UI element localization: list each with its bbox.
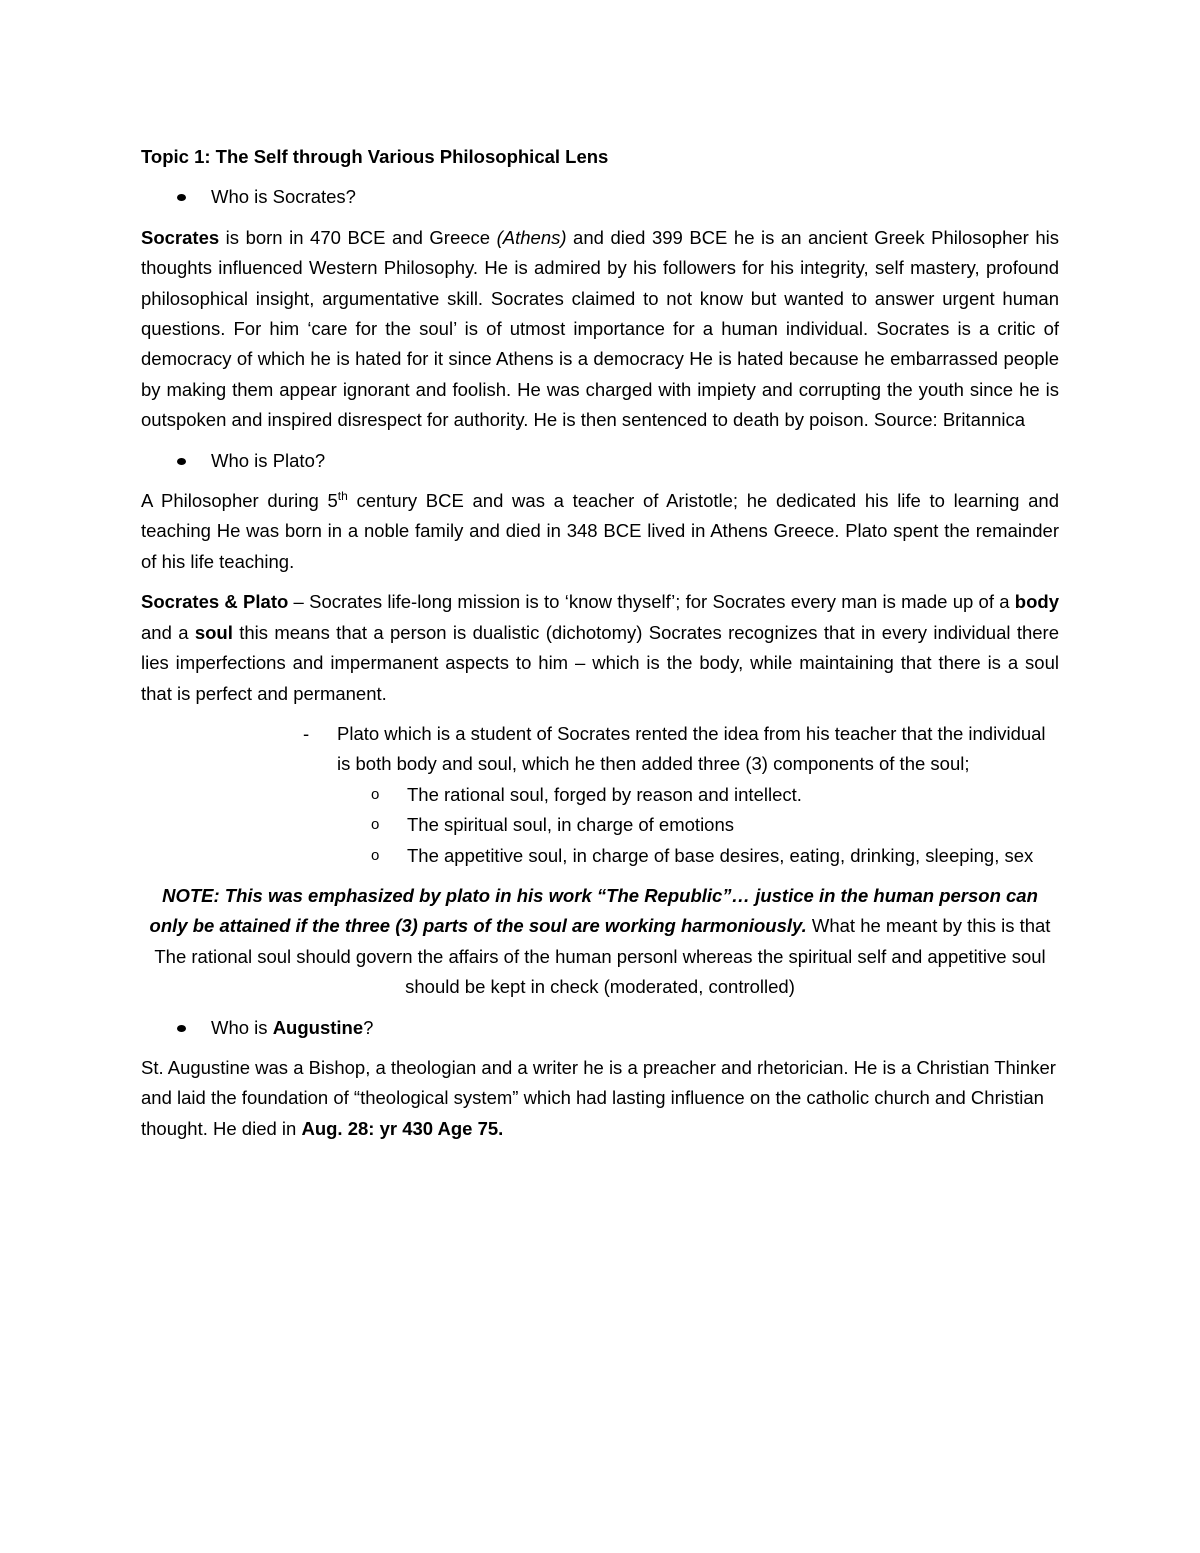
term-soul: soul <box>194 621 233 643</box>
question-plato: Who is Plato? <box>141 446 1059 476</box>
topic-title: Topic 1: The Self through Various Philosophical Lens <box>141 146 609 167</box>
document-body <box>141 142 1059 1154</box>
list-item: o The appetitive soul, in charge of base desires, eating, drinking, sleeping, sex <box>337 841 1047 871</box>
bullet-icon <box>177 458 186 465</box>
term-socrates: Socrates <box>141 226 220 248</box>
dash-item-text: Plato which is a student of Socrates rented the idea from his teacher that the individual is both body and soul, which he then added three (3) components of the soul; <box>337 722 1046 775</box>
list-item: o The rational soul, forged by reason and intellect. <box>337 780 1047 810</box>
dash-marker: - <box>303 722 310 744</box>
question-augustine: Who is Augustine? <box>141 1013 1059 1043</box>
question-text: Who is Socrates? <box>211 186 356 208</box>
soul-parts-list <box>337 780 1059 871</box>
circle-bullet-icon: o <box>371 816 380 834</box>
socrates-plato-paragraph: Socrates & Plato – Socrates life-long mission is to ‘know thyself’; for Socrates every man is made up of a body and a soul this means that a person is dualistic (dichotomy) Socrates recognizes that in every individual there lies imperfections and impermanent aspects to him – which is the body, while maintaining that there is a soul that is perfect and permanent. <box>141 591 1059 704</box>
term-augustine: Augustine <box>272 1016 364 1038</box>
term-body: body <box>1014 591 1059 613</box>
term-athens: (Athens) <box>496 226 567 248</box>
socrates-paragraph: Socrates is born in 470 BCE and Greece (Athens) and died 399 BCE he is an ancient Greek Philosopher his thoughts influenced Western Philosophy. He is admired by his followers for his integrity, self mastery, profound philosophical insight, argumentative skill. Socrates claimed to not know but wanted to answer urgent human questions. For him ‘care for the soul’ is of utmost importance for a human individual. Socrates is a critic of democracy of which he is hated for it since Athens is a democracy He is hated because he embarrassed people by making them appear ignorant and foolish. He was charged with impiety and corrupting the youth since he is outspoken and inspired disrespect for authority. He is then sentenced to death by poison. Source: Britannica <box>141 226 1059 431</box>
bullet-icon <box>177 194 186 201</box>
augustine-paragraph: St. Augustine was a Bishop, a theologian and a writer he is a preacher and rhetorician. He is a Christian Thinker and laid the foundation of “theological system” which had lasting influence on the catholic church and Christian thought. He died in Aug. 28: yr 430 Age 75. <box>141 1056 1056 1139</box>
bullet-icon <box>177 1025 186 1032</box>
plato-paragraph: A Philosopher during 5th century BCE and was a teacher of Aristotle; he dedicated his life to learning and teaching He was born in a noble family and died in 348 BCE lived in Athens Greece. Plato spent the remainder of his life teaching. <box>141 488 1059 572</box>
augustine-death-date: Aug. 28: yr 430 Age 75. <box>301 1117 504 1139</box>
circle-bullet-icon: o <box>371 846 380 864</box>
term-socrates-plato: Socrates & Plato <box>141 591 289 613</box>
term-plato: Plato <box>272 449 315 471</box>
note-paragraph: NOTE: This was emphasized by plato in his work “The Republic”… justice in the human person can only be attained if the three (3) parts of the soul are working harmoniously. What he meant by this is that The rational soul should govern the affairs of the human personl whereas the spiritual self and appetitive soul should be kept in check (moderated, controlled) <box>149 884 1051 998</box>
question-socrates <box>141 182 1059 212</box>
plato-dash-item <box>303 719 1059 871</box>
circle-bullet-icon: o <box>371 785 380 803</box>
note-emphasis: NOTE: This was emphasized by plato in his work “The Republic”… justice in the human person can only be attained if the three (3) parts of the soul are working harmoniously. <box>149 884 1038 937</box>
list-item: o The spiritual soul, in charge of emotions <box>337 810 1047 840</box>
